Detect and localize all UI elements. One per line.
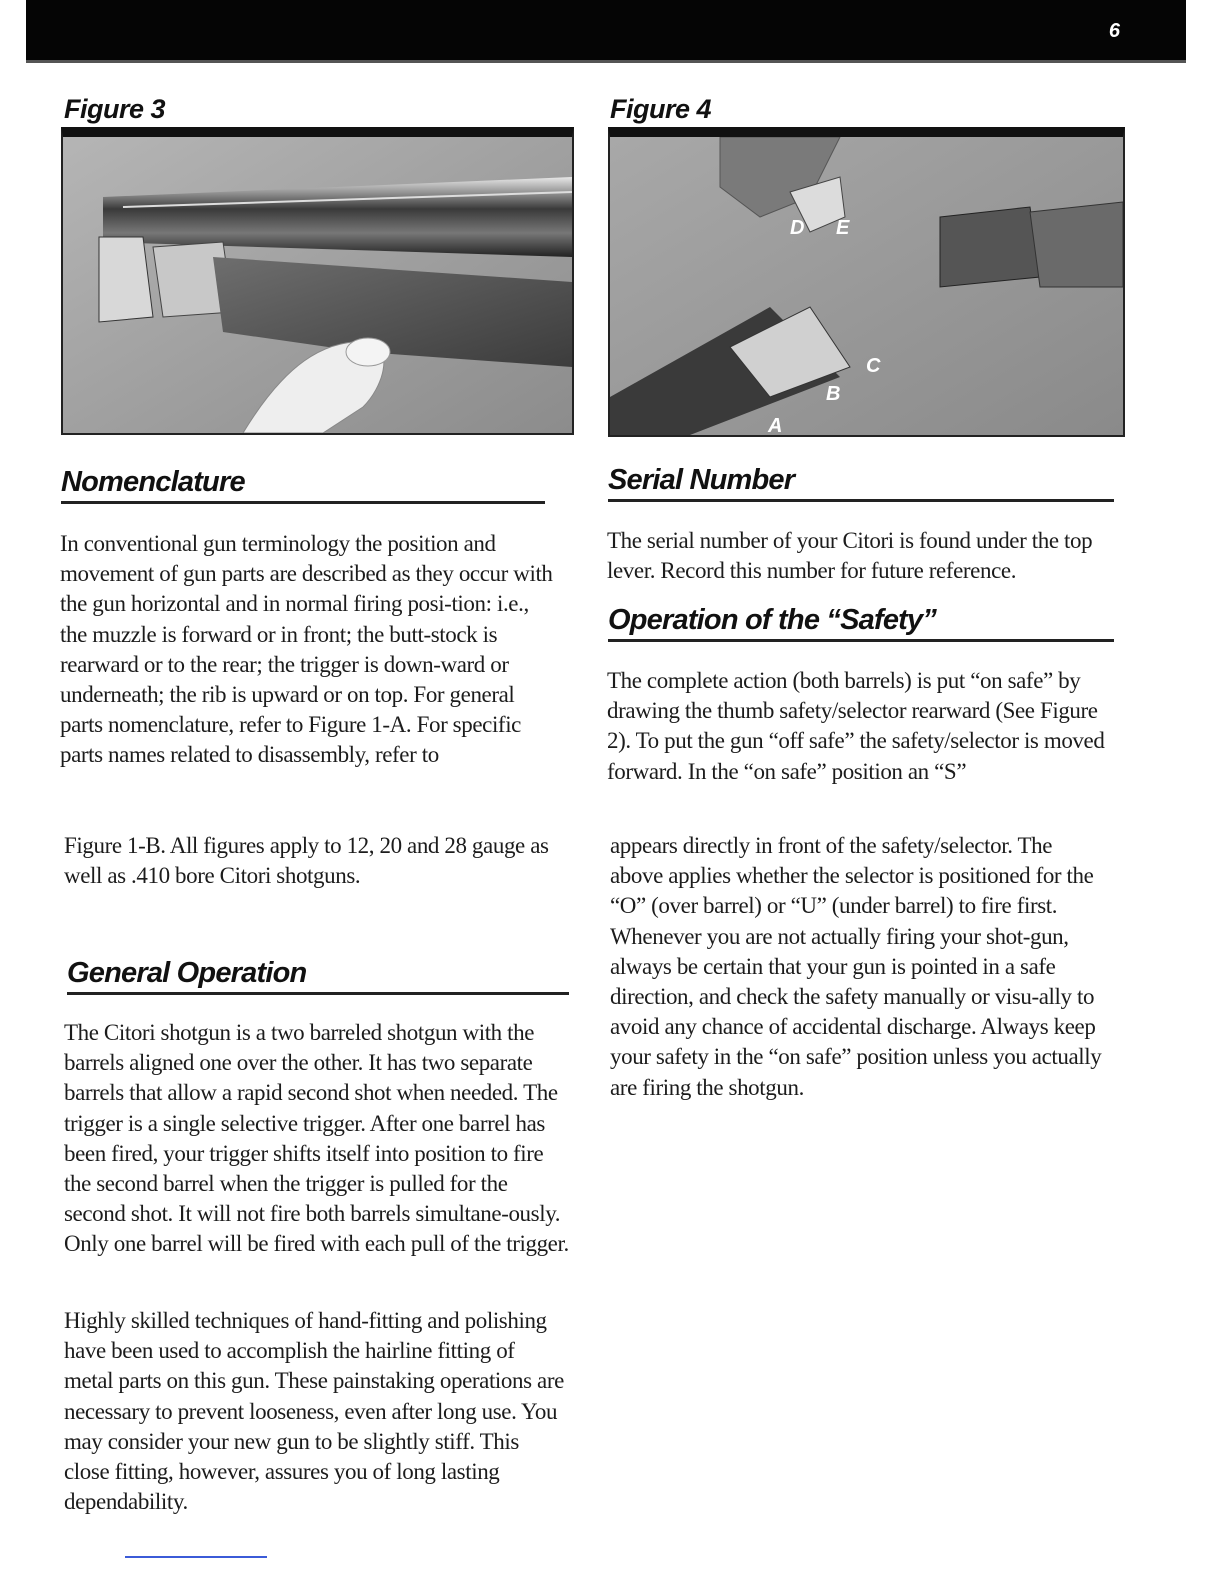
page-number: 6: [1108, 20, 1120, 42]
safety-text-part2: appears directly in front of the safety/selector. The above applies whether the selector is positioned for the “O” (over barrel) or “U” (under barrel) to fire first. Whenever you are not actually firing your shot-gun, always be certain that your gun is pointed in a safe direction, and check the safety manually or visu-ally to avoid any chance of accidental discharge. Always keep your safety in the “on safe” position unless you actually are firing the shotgun.: [610, 833, 1102, 1100]
general-operation-heading: General Operation: [67, 957, 569, 995]
figure-4-label-d: D: [790, 217, 805, 239]
figure-3-title: Figure 3: [64, 94, 166, 124]
figure-4-label-a: A: [768, 415, 783, 437]
serial-number-text: The serial number of your Citori is found under the top lever. Record this number for future reference.: [607, 528, 1093, 584]
figure-4-title: Figure 4: [610, 94, 712, 124]
general-operation-paragraph-2: Highly skilled techniques of hand-fitting and polishing have been used to accomplish the hairline fitting of metal parts on this gun. These painstaking operations are necessary to prevent looseness, even after long use. You may consider your new gun to be slightly stiff. This close fitting, however, assures you of long lasting dependability.: [64, 1308, 564, 1515]
figure-4-label-c: C: [866, 355, 881, 377]
nomenclature-heading: Nomenclature: [61, 466, 545, 504]
figure-4-photo: [608, 127, 1125, 437]
safety-text-part1: The complete action (both barrels) is put “on safe” by drawing the thumb safety/selector rearward (See Figure 2). To put the gun “off safe” the safety/selector is moved forward. In the “on safe” position an “S”: [607, 668, 1105, 784]
footer-divider: [125, 1556, 267, 1558]
safety-heading: Operation of the “Safety”: [608, 604, 1114, 642]
figure-4-label-b: B: [826, 383, 841, 405]
nomenclature-text-part1: In conventional gun terminology the position and movement of gun parts are described as they occur with the gun horizontal and in normal firing posi-tion: i.e., the muzzle is forward or in front; the butt-stock is rearward or to the rear; the trigger is down-ward or underneath; the rib is upward or on top. For general parts nomenclature, refer to Figure 1-A. For specific parts names related to disassembly, refer to: [60, 531, 553, 768]
general-operation-paragraph-1: The Citori shotgun is a two barreled shotgun with the barrels aligned one over the other. It has two separate barrels that allow a rapid second shot when needed. The trigger is a single selective trigger. After one barrel has been fired, your trigger shifts itself into position to fire the second barrel when the trigger is pulled for the second shot. It will not fire both barrels simultane-ously. Only one barrel will be fired with each pull of the trigger.: [64, 1020, 569, 1257]
figure-3-photo: [61, 127, 574, 435]
nomenclature-text-part2: Figure 1-B. All figures apply to 12, 20 and 28 gauge as well as .410 bore Citori shotguns.: [64, 833, 549, 889]
header-bar: [26, 0, 1186, 63]
figure-4-label-e: E: [836, 217, 850, 239]
serial-number-heading: Serial Number: [608, 464, 1114, 502]
